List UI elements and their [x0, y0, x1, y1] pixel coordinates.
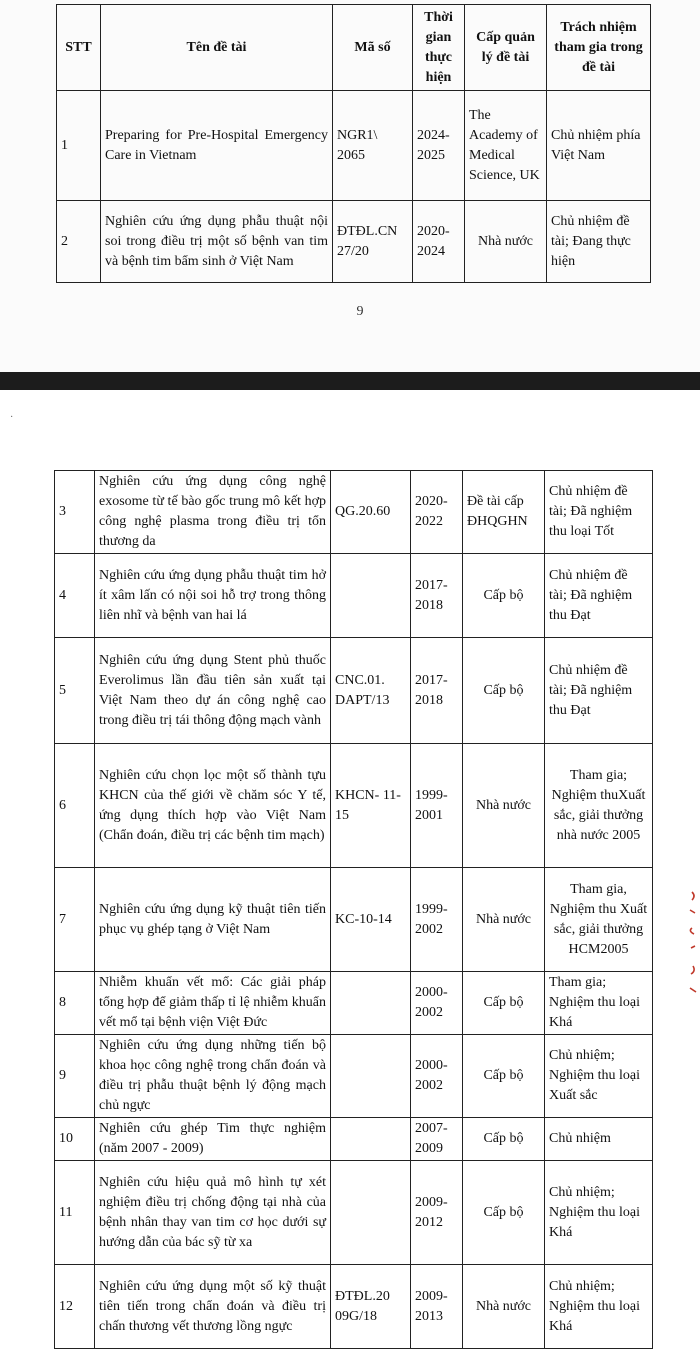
- header-role: Trách nhiệm tham gia trong đề tài: [547, 5, 651, 91]
- row-title: Nghiên cứu ứng dụng công nghệ exosome từ tế bào gốc trung mô kết hợp công nghệ plasma trong điều trị tổn thương da: [95, 471, 331, 554]
- row-manager: Cấp bộ: [463, 638, 545, 744]
- header-manager: Cấp quản lý đề tài: [465, 5, 547, 91]
- row-code: QG.20.60: [331, 471, 411, 554]
- row-stt: 6: [55, 744, 95, 868]
- row-period: 2017- 2018: [411, 554, 463, 638]
- scan-speck: ·: [10, 412, 14, 423]
- row-period: 2020- 2024: [413, 201, 465, 283]
- row-code: ĐTĐL.20 09G/18: [331, 1265, 411, 1349]
- table-row: [55, 638, 653, 744]
- row-manager: Đề tài cấp ĐHQGHN: [463, 471, 545, 554]
- research-table-top: [56, 4, 651, 283]
- header-title: Tên đề tài: [101, 5, 333, 91]
- table-row: [55, 1161, 653, 1265]
- row-manager: Nhà nước: [463, 744, 545, 868]
- table-row: [55, 972, 653, 1035]
- row-manager: Nhà nước: [463, 1265, 545, 1349]
- row-period: 1999- 2002: [411, 868, 463, 972]
- row-code: CNC.01. DAPT/13: [331, 638, 411, 744]
- header-period: Thời gian thực hiện: [413, 5, 465, 91]
- row-title: Preparing for Pre-Hospital Emergency Care in Vietnam: [101, 91, 333, 201]
- row-stt: 7: [55, 868, 95, 972]
- table-row: [55, 1035, 653, 1118]
- row-manager: Nhà nước: [465, 201, 547, 283]
- row-stt: 8: [55, 972, 95, 1035]
- table-row: [57, 201, 651, 283]
- row-role: Chủ nhiệm đề tài; Đang thực hiện: [547, 201, 651, 283]
- row-period: 2009- 2013: [411, 1265, 463, 1349]
- row-role: Tham gia; Nghiệm thu loại Khá: [545, 972, 653, 1035]
- table-row: [55, 744, 653, 868]
- row-manager: The Academy of Medical Science, UK: [465, 91, 547, 201]
- row-role: Chủ nhiệm đề tài; Đã nghiệm thu Đạt: [545, 638, 653, 744]
- table-row: [55, 1265, 653, 1349]
- row-code: [331, 1161, 411, 1265]
- row-role: Chủ nhiệm; Nghiệm thu loại Khá: [545, 1265, 653, 1349]
- row-code: ĐTĐL.CN 27/20: [333, 201, 413, 283]
- row-period: 2007- 2009: [411, 1118, 463, 1161]
- row-title: Nghiên cứu ứng dụng một số kỹ thuật tiên tiến trong chẩn đoán và điều trị chấn thương vết thương lồng ngực: [95, 1265, 331, 1349]
- page-number: 9: [356, 304, 364, 319]
- row-role: Chủ nhiệm đề tài; Đã nghiệm thu Đạt: [545, 554, 653, 638]
- page-divider: [0, 372, 700, 390]
- row-period: 2009- 2012: [411, 1161, 463, 1265]
- row-title: Nghiên cứu chọn lọc một số thành tựu KHCN của thế giới về chăm sóc Y tế, ứng dụng thích hợp vào Việt Nam (Chẩn đoán, điều trị các bệnh tim mạch): [95, 744, 331, 868]
- row-code: [331, 554, 411, 638]
- row-period: 2000- 2002: [411, 1035, 463, 1118]
- row-stt: 4: [55, 554, 95, 638]
- row-manager: Cấp bộ: [463, 1118, 545, 1161]
- row-role: Chủ nhiệm; Nghiệm thu loại Khá: [545, 1161, 653, 1265]
- row-title: Nhiễm khuẩn vết mổ: Các giải pháp tổng hợp để giảm thấp tỉ lệ nhiễm khuẩn vết mổ tại bệnh viện Việt Đức: [95, 972, 331, 1035]
- row-period: 2000- 2002: [411, 972, 463, 1035]
- row-stt: 12: [55, 1265, 95, 1349]
- row-role: Tham gia, Nghiệm thu Xuất sắc, giải thưởng HCM2005: [545, 868, 653, 972]
- row-code: KHCN- 11-15: [331, 744, 411, 868]
- row-role: Tham gia; Nghiệm thuXuất sắc, giải thưởng nhà nước 2005: [545, 744, 653, 868]
- row-stt: 1: [57, 91, 101, 201]
- row-title: Nghiên cứu ứng dụng những tiến bộ khoa học công nghệ trong chẩn đoán và điều trị phẫu thuật bệnh lý động mạch chủ ngực: [95, 1035, 331, 1118]
- table-header-row: [57, 5, 651, 91]
- research-table-bottom: [54, 470, 653, 1349]
- row-manager: Cấp bộ: [463, 1161, 545, 1265]
- row-manager: Cấp bộ: [463, 972, 545, 1035]
- row-stt: 10: [55, 1118, 95, 1161]
- row-stt: 3: [55, 471, 95, 554]
- row-period: 2024- 2025: [413, 91, 465, 201]
- margin-ink-mark: [680, 888, 698, 1008]
- row-code: [331, 1035, 411, 1118]
- row-title: Nghiên cứu hiệu quả mô hình tự xét nghiệm điều trị chống động tại nhà của bệnh nhân thay van tim cơ học dưới sự hướng dẫn của bác sỹ từ xa: [95, 1161, 331, 1265]
- row-code: NGR1\ 2065: [333, 91, 413, 201]
- row-title: Nghiên cứu ứng dụng phẫu thuật tim hở ít xâm lấn có nội soi hỗ trợ trong thông liên nhĩ và bệnh van hai lá: [95, 554, 331, 638]
- table-row: [55, 868, 653, 972]
- row-title: Nghiên cứu ứng dụng kỹ thuật tiên tiến phục vụ ghép tạng ở Việt Nam: [95, 868, 331, 972]
- row-code: [331, 972, 411, 1035]
- row-title: Nghiên cứu ghép Tim thực nghiệm (năm 2007 - 2009): [95, 1118, 331, 1161]
- row-code: [331, 1118, 411, 1161]
- row-role: Chủ nhiệm; Nghiệm thu loại Xuất sắc: [545, 1035, 653, 1118]
- header-stt: STT: [57, 5, 101, 91]
- row-period: 1999- 2001: [411, 744, 463, 868]
- row-manager: Cấp bộ: [463, 554, 545, 638]
- row-role: Chủ nhiệm phía Việt Nam: [547, 91, 651, 201]
- row-manager: Cấp bộ: [463, 1035, 545, 1118]
- row-role: Chủ nhiệm: [545, 1118, 653, 1161]
- row-code: KC-10-14: [331, 868, 411, 972]
- table-row: [57, 91, 651, 201]
- row-stt: 11: [55, 1161, 95, 1265]
- row-manager: Nhà nước: [463, 868, 545, 972]
- table-row: [55, 471, 653, 554]
- row-stt: 5: [55, 638, 95, 744]
- row-stt: 2: [57, 201, 101, 283]
- table-row: [55, 554, 653, 638]
- row-period: 2017- 2018: [411, 638, 463, 744]
- table-row: [55, 1118, 653, 1161]
- row-title: Nghiên cứu ứng dụng Stent phủ thuốc Everolimus lần đầu tiên sản xuất tại Việt Nam theo dự án công nghệ cao trong điều trị tái thông động mạch vành: [95, 638, 331, 744]
- row-stt: 9: [55, 1035, 95, 1118]
- row-role: Chủ nhiệm đề tài; Đã nghiệm thu loại Tốt: [545, 471, 653, 554]
- header-code: Mã số: [333, 5, 413, 91]
- row-title: Nghiên cứu ứng dụng phẫu thuật nội soi trong điều trị một số bệnh van tim và bệnh tim bẩm sinh ở Việt Nam: [101, 201, 333, 283]
- row-period: 2020- 2022: [411, 471, 463, 554]
